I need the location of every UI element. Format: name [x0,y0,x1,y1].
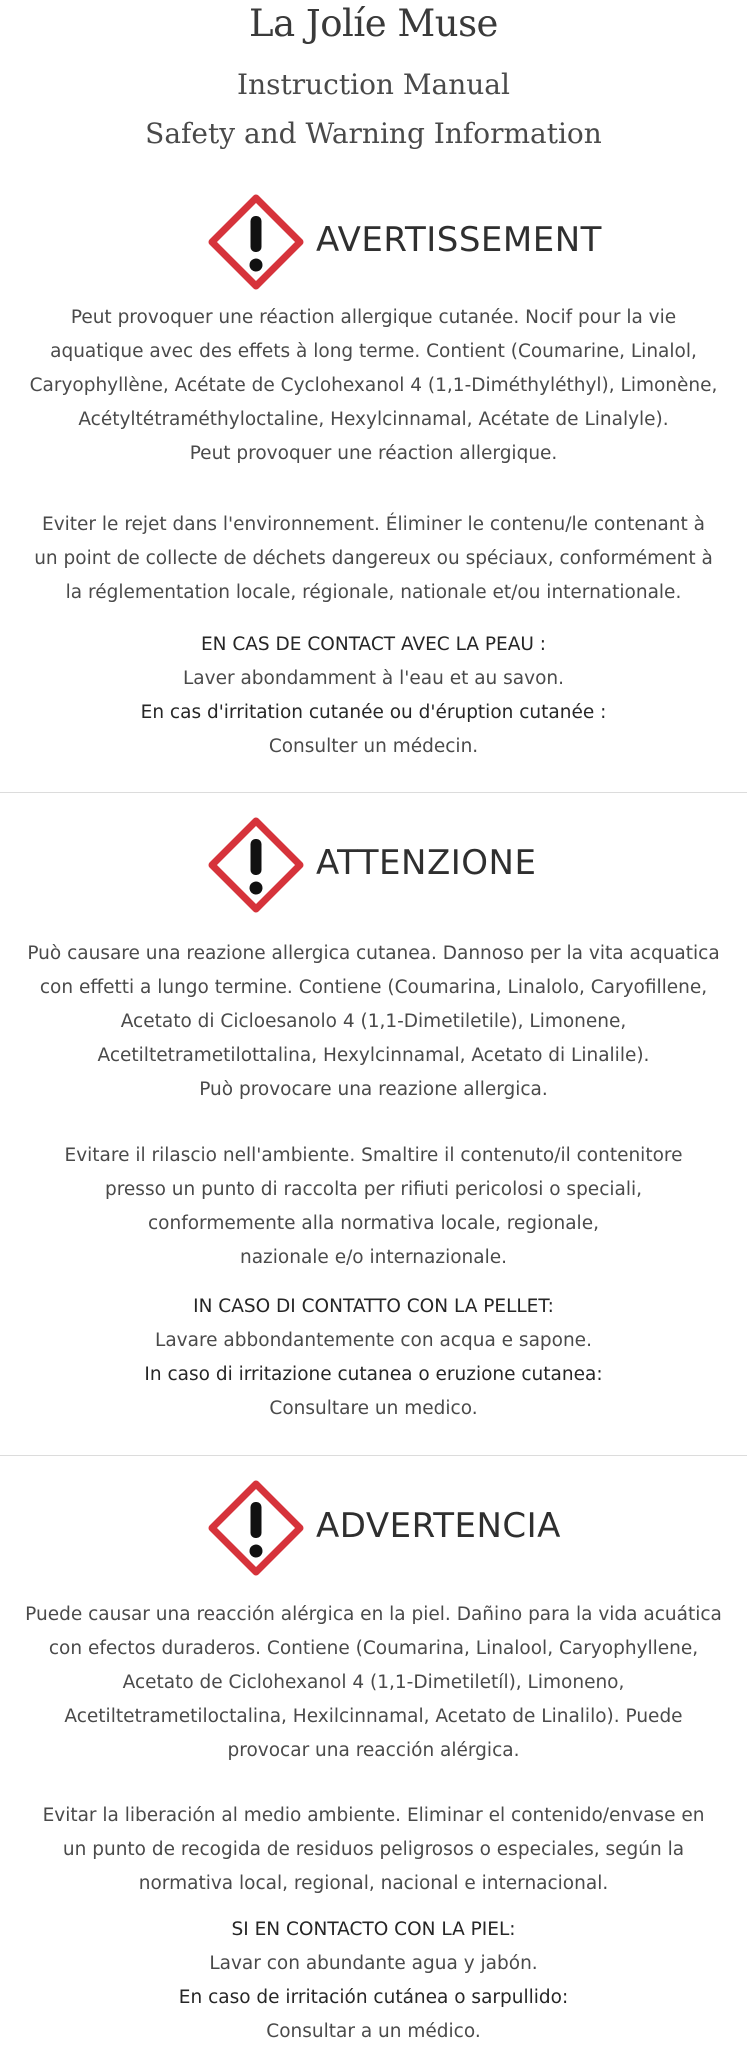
text-line: Acetiltetrametiloctalina, Hexilcinnamal, Acetato de Linalilo). Puede [64,1706,683,1727]
exclamation-diamond-icon [208,817,304,913]
contact-heading: IN CASO DI CONTATTO CON LA PELLET: [193,1296,554,1317]
section-heading: AVERTISSEMENT [316,220,602,260]
warning-paragraph [0,301,747,471]
text-line: nazionale e/o internazionale. [240,1247,507,1268]
text-line: Acetato de Ciclohexanol 4 (1,1-Dimetiletíl), Limoneno, [122,1672,625,1693]
text-line: Caryophyllène, Acétate de Cyclohexanol 4 (1,1-Diméthyléthyl), Limonène, [29,375,718,396]
contact-action: Lavar con abundante agua y jabón. [209,1953,538,1974]
first-aid-block [0,628,747,764]
manual-subtitle: Safety and Warning Information [145,117,602,150]
text-line: Evitare il rilascio nell'ambiente. Smaltire il contenuto/il contenitore [64,1145,683,1166]
hazard-banner-it [0,817,747,913]
first-aid-block [0,1913,747,2049]
contact-heading: EN CAS DE CONTACT AVEC LA PEAU : [200,634,547,655]
text-line: normativa local, regional, nacional e internacional. [138,1873,609,1894]
irritation-heading: En caso de irritación cutánea o sarpullido: [178,1987,569,2008]
disposal-paragraph [0,508,747,610]
text-line: Puede causar una reacción alérgica en la piel. Dañino para la vida acuática [25,1604,722,1625]
text-line: un punto de recogida de residuos peligrosos o especiales, según la [62,1839,685,1860]
text-line: un point de collecte de déchets dangereux ou spéciaux, conformément à [34,548,713,569]
text-line: con effetti a lungo termine. Contiene (Coumarina, Linalolo, Caryofillene, [39,977,708,998]
irritation-action: Consulter un médecin. [268,736,479,757]
text-line: conformemente alla normativa locale, regionale, [148,1213,599,1234]
text-line: provocar una reacción alérgica. [227,1740,520,1761]
text-line: Eviter le rejet dans l'environnement. Éliminer le contenu/le contenant à [42,514,705,535]
section-divider [0,1455,747,1456]
exclamation-diamond-icon [208,194,304,290]
irritation-heading: In caso di irritazione cutanea o eruzione cutanea: [144,1364,603,1385]
text-line: presso un punto di raccolta per rifiuti pericolosi o speciali, [104,1179,642,1200]
text-line: aquatique avec des effets à long terme. Contient (Coumarine, Linalol, [50,341,697,362]
text-line: Evitar la liberación al medio ambiente. Eliminar el contenido/envase en [42,1805,705,1826]
warning-paragraph [0,1598,747,1768]
text-line: Peut provoquer une réaction allergique. [189,443,558,464]
section-divider [0,792,747,793]
section-heading: ADVERTENCIA [316,1506,561,1546]
warning-paragraph [0,937,747,1107]
contact-heading: SI EN CONTACTO CON LA PIEL: [231,1919,516,1940]
contact-action: Lavare abbondantemente con acqua e sapone. [155,1330,592,1351]
first-aid-block [0,1290,747,1426]
irritation-action: Consultar a un médico. [266,2021,481,2042]
manual-title: Instruction Manual [237,68,510,101]
text-line: Acétyltétraméthyloctaline, Hexylcinnamal, Acétate de Linalyle). [78,409,669,430]
section-heading: ATTENZIONE [316,843,537,883]
text-line: Acetiltetrametilottalina, Hexylcinnamal, Acetato di Linalile). [97,1045,650,1066]
disposal-paragraph [0,1799,747,1901]
text-line: Acetato di Cicloesanolo 4 (1,1-Dimetiletile), Limonene, [120,1011,627,1032]
text-line: Può causare una reazione allergica cutanea. Dannoso per la vita acquatica [27,943,720,964]
text-line: Può provocare una reazione allergica. [199,1079,548,1100]
text-line: Peut provoquer une réaction allergique cutanée. Nocif pour la vie [70,307,677,328]
irritation-heading: En cas d'irritation cutanée ou d'éruption cutanée : [140,702,607,723]
brand-logo: La Jolíe Muse [249,2,498,45]
exclamation-diamond-icon [208,1480,304,1576]
text-line: la réglementation locale, régionale, nationale et/ou internationale. [65,582,682,603]
irritation-action: Consultare un medico. [269,1398,478,1419]
text-line: con efectos duraderos. Contiene (Coumarina, Linalool, Caryophyllene, [48,1638,699,1659]
disposal-paragraph [0,1139,747,1275]
hazard-banner-es [0,1480,747,1576]
contact-action: Laver abondamment à l'eau et au savon. [182,668,565,689]
hazard-banner-fr [0,194,747,290]
